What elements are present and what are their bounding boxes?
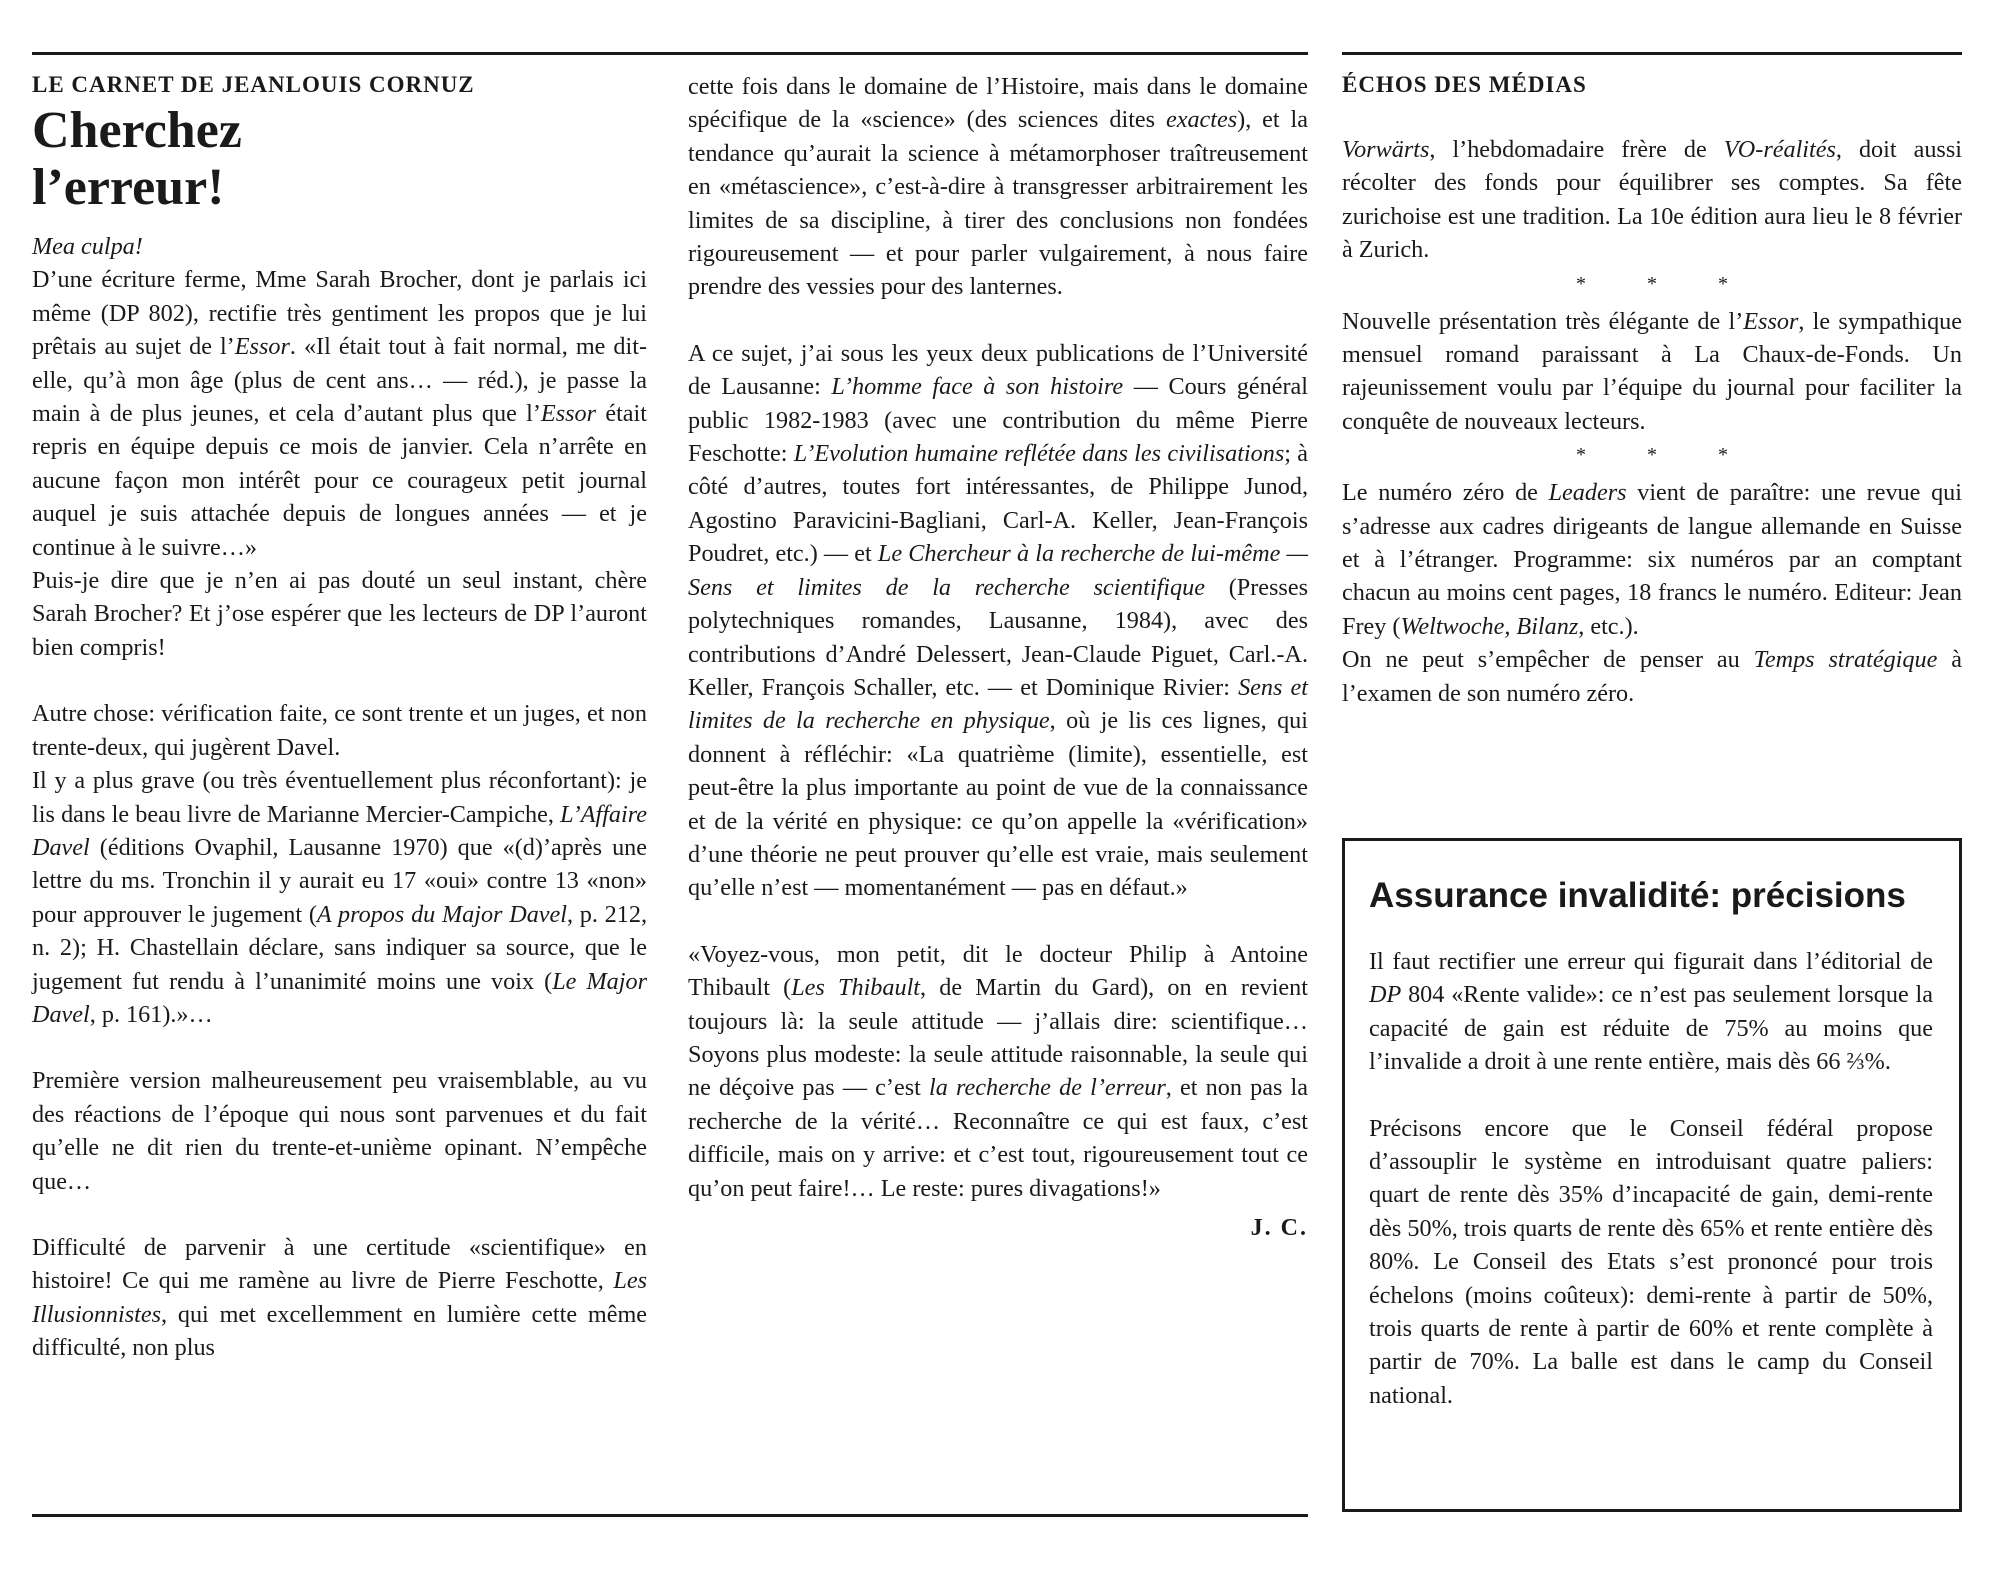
paragraph: Puis-je dire que je n’en ai pas douté un seul instant, chère Sarah Brocher? Et j’ose espérer que les lecteurs de DP l’auront bien compris! [32,567,647,661]
paragraph: «Voyez-vous, mon petit, dit le docteur Philip à Antoine Thibault (Les Thibault, de Martin du Gard), on en revient toujours là: la seule attitude — j’allais dire: scientifique… Soyons plus modeste: la seule attitude raisonnable, la seule qui ne déçoive pas — c’est la recherche de l’erreur, et non pas la recherche de la vérité… Reconnaître ce qui est faux, c’est difficile, mais on y arrive: et c’est tout, rigoureusement tout ce qu’on peut faire!… Le reste: pures divagations!» [688,940,1308,1202]
signature: J. C. [1250,1215,1308,1241]
paragraph: Autre chose: vérification faite, ce sont trente et un juges, et non trente-deux, qui jugèrent Davel. [32,700,647,761]
headline-line-1: Cherchez [32,102,242,159]
top-rule-left [32,52,1308,55]
headline-line-2: l’erreur! [32,159,225,216]
right-column [1342,70,1962,710]
middle-column [688,70,1308,1242]
paragraph: cette fois dans le domaine de l’Histoire, mais dans le domaine spécifique de la «science» (des sciences dites exactes), et la tendance qu’aurait la science à métamorphoser traîtreusement en «métascience», c’est-à-dire à transgresser arbitrairement les limites de sa discipline, à tirer des conclusions non fondées rigoureusement — et pour parler vulgairement, à nous faire prendre des vessies pour des lanternes. [688,73,1308,301]
box-title: Assurance invalidité: précisions [1369,876,1906,915]
paragraph: A ce sujet, j’ai sous les yeux deux publications de l’Université de Lausanne: L’homme face à son histoire — Cours général public 1982-1983 (avec une contribution du même Pierre Feschotte: L’Evolution humaine reflétée dans les civilisations; à côté d’autres, toutes fort intéressantes, de Philippe Junod, Agostino Paravicini-Bagliani, Carl-A. Keller, Jean-François Poudret, etc.) — et Le Chercheur à la recherche de lui-même — Sens et limites de la recherche scientifique (Presses polytechniques romandes, Lausanne, 1984), avec des contributions d’André Delessert, Jean-Claude Piguet, Carl.-A. Keller, François Schaller, etc. — et Dominique Rivier: Sens et limites de la recherche en physique, où je lis ces lignes, qui donnent à réfléchir: «La quatrième (limite), essentielle, est peut-être la plus importante au point de vue de la connaissance et de la vérité en physique: ce qu’on appelle la «vérification» d’une théorie ne peut prouver qu’elle est vraie, mais seulement qu’elle n’est — momentanément — pas en défaut.» [688,339,1308,902]
paragraph: Il faut rectifier une erreur qui figurait dans l’éditorial de DP 804 «Rente valide»: ce n’est pas seulement lorsque la capacité de gain est réduite de 75% au moins que l’invalide a droit à une rente entière, mais dès 66 ⅔%. [1369,948,1933,1076]
article-headline [32,102,647,216]
separator-stars: * * * [1576,444,1756,467]
paragraph: Vorwärts, l’hebdomadaire frère de VO-réalités, doit aussi récolter des fonds pour équilibrer ses comptes. Sa fête zurichoise est une tradition. La 10e édition aura lieu le 8 février à Zurich. [1342,136,1962,264]
paragraph: Première version malheureusement peu vraisemblable, au vu des réactions de l’époque qui nous sont parvenues et du fait qu’elle ne dit rien du trente-et-unième opinant. N’empêche que… [32,1067,647,1195]
mea-culpa: Mea culpa! [32,233,143,260]
paragraph: Difficulté de parvenir à une certitude «scientifique» en histoire! Ce qui me ramène au livre de Pierre Feschotte, Les Illusionnistes, qui met excellemment en lumière cette même difficulté, non plus [32,1233,647,1362]
paragraph: Nouvelle présentation très élégante de l’Essor, le sympathique mensuel romand paraissant à La Chaux-de-Fonds. Un rajeunissement voulu par l’équipe du journal pour faciliter la conquête de nouveaux lecteurs. [1342,307,1963,435]
paragraph: Le numéro zéro de Leaders vient de paraître: une revue qui s’adresse aux cadres dirigeants de langue allemande en Suisse et à l’étranger. Programme: six numéros par an comptant chacun au moins cent pages, 18 francs le numéro. Editeur: Jean Frey (Weltwoche, Bilanz, etc.). [1342,479,1962,640]
paragraph: Il y a plus grave (ou très éventuellement plus réconfortant): je lis dans le beau livre de Marianne Mercier-Campiche, L’Affaire Davel (éditions Ovaphil, Lausanne 1970) que «(d)’après une lettre du ms. Tronchin il y aurait eu 17 «oui» contre 13 «non» pour approuver le jugement (A propos du Major Davel, p. 212, n. 2); H. Chastellain déclare, sans indiquer sa source, que le jugement fut rendu à l’unanimité moins une voix (Le Major Davel, p. 161).»… [32,767,648,1028]
paragraph: D’une écriture ferme, Mme Sarah Brocher, dont je parlais ici même (DP 802), rectifie très gentiment les propos que je lui prêtais au sujet de l’Essor. «Il était tout à fait normal, me dit-elle, qu’à mon âge (plus de cent ans… — réd.), je passe la main à de plus jeunes, et cela d’autant plus que l’Essor était repris en équipe depuis ce mois de janvier. Cela n’arrête en aucune façon mon intérêt pour ce courageux petit journal auquel je suis attachée depuis de longues années — et je continue à le suivre…» [32,266,647,561]
column-kicker: ÉCHOS DES MÉDIAS [1342,72,1587,97]
boxed-article [1342,838,1962,1512]
left-column [32,70,647,1365]
bottom-rule-left [32,1514,1308,1517]
column-kicker: LE CARNET DE JEANLOUIS CORNUZ [32,72,475,97]
paragraph: Précisons encore que le Conseil fédéral propose d’assouplir le système en introduisant quatre paliers: quart de rente dès 35% d’incapacité de gain, demi-rente dès 50%, trois quarts de rente dès 65% et rente entière dès 80%. Le Conseil des Etats s’est prononcé pour trois échelons (moins coûteux): demi-rente à partir de 50%, trois quarts de rente à partir de 60% et rente complète à partir de 70%. La balle est dans le camp du Conseil national. [1369,1114,1933,1409]
separator-stars: * * * [1576,272,1756,295]
paragraph: On ne peut s’empêcher de penser au Temps stratégique à l’examen de son numéro zéro. [1342,646,1962,707]
top-rule-right [1342,52,1962,55]
